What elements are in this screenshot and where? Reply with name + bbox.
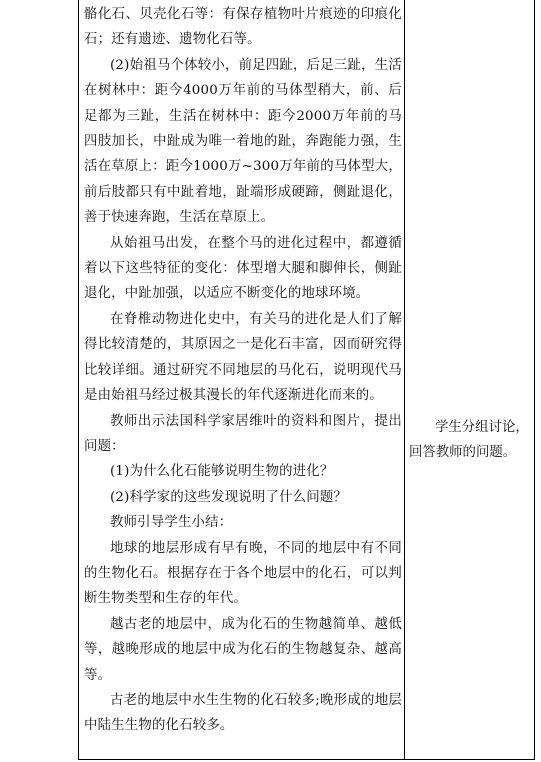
table-border-right (534, 0, 535, 760)
student-activity-cell (409, 415, 533, 466)
teaching-content-cell (84, 2, 402, 739)
content-paragraph-11: 古老的地层中水生生物的化石较多;晚形成的地层中陆生生物的化石较多。 (84, 692, 402, 734)
content-paragraph-10: 越古老的地层中，成为化石的生物越简单、越低等，越晚形成的地层中成为化石的生物越复杂、越高等。 (84, 616, 402, 683)
table-border-bottom (78, 759, 535, 760)
content-paragraph-3: 从始祖马出发，在整个马的进化过程中，都遵循着以下这些特征的变化：体型增大腿和脚伸长，侧趾退化，中趾加强，以适应不断变化的地球环境。 (84, 235, 402, 302)
content-paragraph-5: 教师出示法国科学家居维叶的资料和图片，提出问题： (84, 413, 402, 454)
content-paragraph-1: 骼化石、贝壳化石等：有保存植物叶片痕迹的印痕化石；还有遗迹、遗物化石等。 (84, 7, 402, 48)
table-border-middle (404, 0, 405, 760)
student-activity-text: 学生分组讨论，回答教师的问题。 (409, 420, 529, 461)
content-question-1: (1)为什么化石能够说明生物的进化？ (110, 464, 334, 480)
content-paragraph-9: 地球的地层形成有早有晚，不同的地层中有不同的生物化石。根据存在于各个地层中的化石，可以判断生物类型和生存的年代。 (84, 540, 402, 607)
content-paragraph-2: (2)始祖马个体较小，前足四趾，后足三趾，生活在树林中：距今4000万年前的马体型稍大，前、后足都为三趾，生活在树林中：距今2000万年前的马四肢加长，中趾成为唯一着地的趾，奔跑能力强，生活在草原上：距今1000万~300万年前的马体型大，前后肢都只有中趾着地，趾端形成硬蹄，侧趾退化，善于快速奔跑，生活在草原上。 (84, 57, 402, 226)
table-border-left (78, 0, 79, 760)
content-question-2: (2)科学家的这些发现说明了什么问题？ (110, 489, 348, 505)
content-paragraph-4: 在脊椎动物进化史中，有关马的进化是人们了解得比较清楚的，其原因之一是化石丰富，因而研究得比较详细。通过研究不同地层的马化石，说明现代马是由始祖马经过极其漫长的年代逐渐进化而来的。 (84, 311, 402, 404)
content-paragraph-8: 教师引导学生小结： (110, 515, 233, 531)
